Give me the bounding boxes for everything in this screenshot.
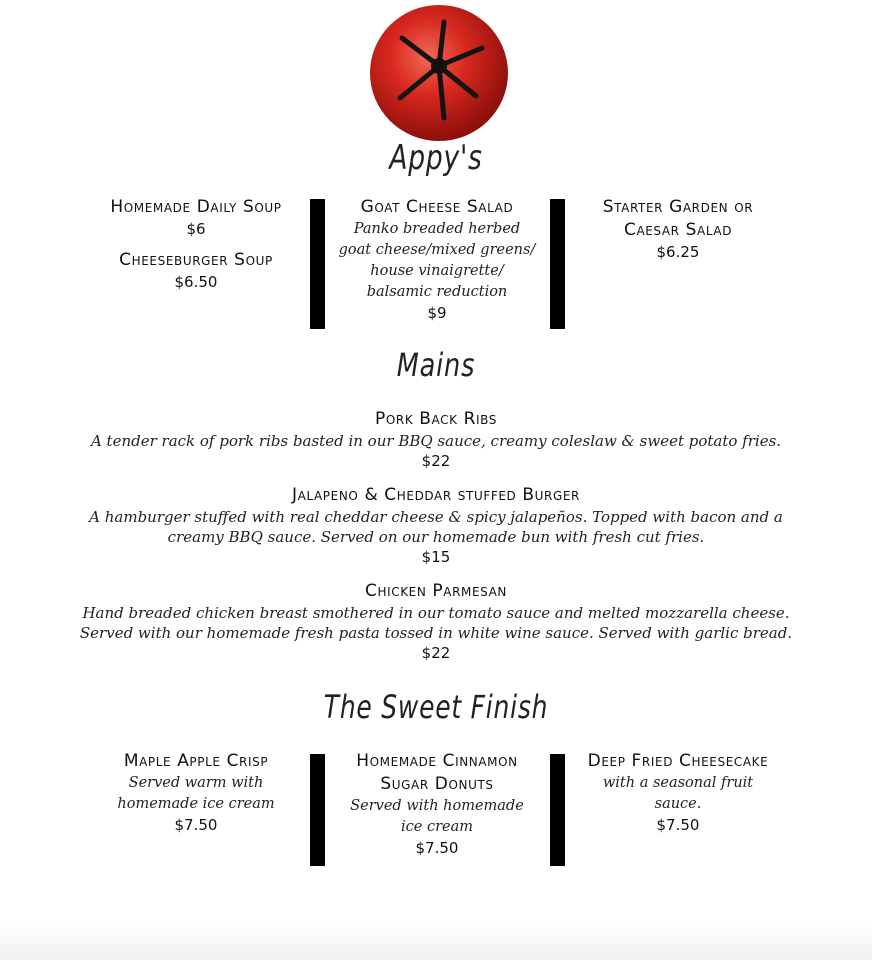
dessert-right-column xyxy=(578,750,778,836)
menu-item-price: $15 xyxy=(421,548,451,566)
column-divider xyxy=(550,754,565,866)
menu-item-price: $7.50 xyxy=(656,816,700,834)
appys-left-column xyxy=(96,196,296,293)
dessert-left-column xyxy=(110,750,282,836)
appys-center-column xyxy=(336,196,538,324)
menu-item-description: A hamburger stuffed with real cheddar cheese & spicy jalapeños. Topped with bacon and a creamy BBQ sauce. Served on our homemade bun with fresh cut fries. xyxy=(89,508,783,546)
menu-item-description: Panko breaded herbed goat cheese/mixed greens/ house vinaigrette/ balsamic reduction xyxy=(338,221,536,300)
menu-item-name: Chicken Parmesan xyxy=(364,581,507,601)
menu-item-description: Hand breaded chicken breast smothered in our tomato sauce and melted mozzarella cheese. Served with our homemade fresh pasta tossed in white wine sauce. Served with garlic bread. xyxy=(79,604,793,642)
menu-item-price: $6 xyxy=(186,220,206,238)
menu-item-name: Homemade Daily Soup xyxy=(110,197,282,217)
menu-item-description: A tender rack of pork ribs basted in our BBQ sauce, creamy coleslaw & sweet potato fries. xyxy=(90,432,782,450)
menu-item-name: Jalapeno & Cheddar stuffed Burger xyxy=(292,485,580,505)
page-bottom-shadow xyxy=(0,920,872,960)
column-divider xyxy=(550,199,565,329)
menu-item-price: $22 xyxy=(421,644,451,662)
section-title-mains: Mains xyxy=(396,346,476,384)
menu-item-name: Deep Fried Cheesecake xyxy=(587,751,769,771)
section-title-sweet-finish: The Sweet Finish xyxy=(323,688,549,726)
section-title-appys: Appy's xyxy=(389,138,483,178)
menu-item-name: Goat Cheese Salad xyxy=(360,197,514,217)
menu-item-description: Served warm with homemade ice cream xyxy=(117,775,275,812)
tomato-logo-icon xyxy=(364,0,514,146)
menu-item-description: Served with homemade ice cream xyxy=(350,798,524,835)
dessert-center-column xyxy=(340,750,534,859)
menu-item-price: $7.50 xyxy=(415,839,459,857)
menu-item-price: $7.50 xyxy=(174,816,218,834)
main-item xyxy=(60,484,812,568)
menu-item-price: $6.25 xyxy=(656,243,700,261)
menu-item-name: Homemade Cinnamon Sugar Donuts xyxy=(356,751,518,794)
menu-item-price: $6.50 xyxy=(174,273,218,291)
menu-item-price: $9 xyxy=(427,304,447,322)
menu-item-name: Maple Apple Crisp xyxy=(123,751,269,771)
column-divider xyxy=(310,754,325,866)
menu-item-price: $22 xyxy=(421,452,451,470)
menu-item-description: with a seasonal fruit sauce. xyxy=(602,775,754,812)
main-item xyxy=(60,408,812,472)
menu-item-name: Pork Back Ribs xyxy=(374,409,497,429)
appys-right-column xyxy=(588,196,768,263)
column-divider xyxy=(310,199,325,329)
menu-item-name: Cheeseburger Soup xyxy=(119,250,273,270)
menu-item-name: Starter Garden or Caesar Salad xyxy=(602,197,754,240)
main-item xyxy=(60,580,812,664)
